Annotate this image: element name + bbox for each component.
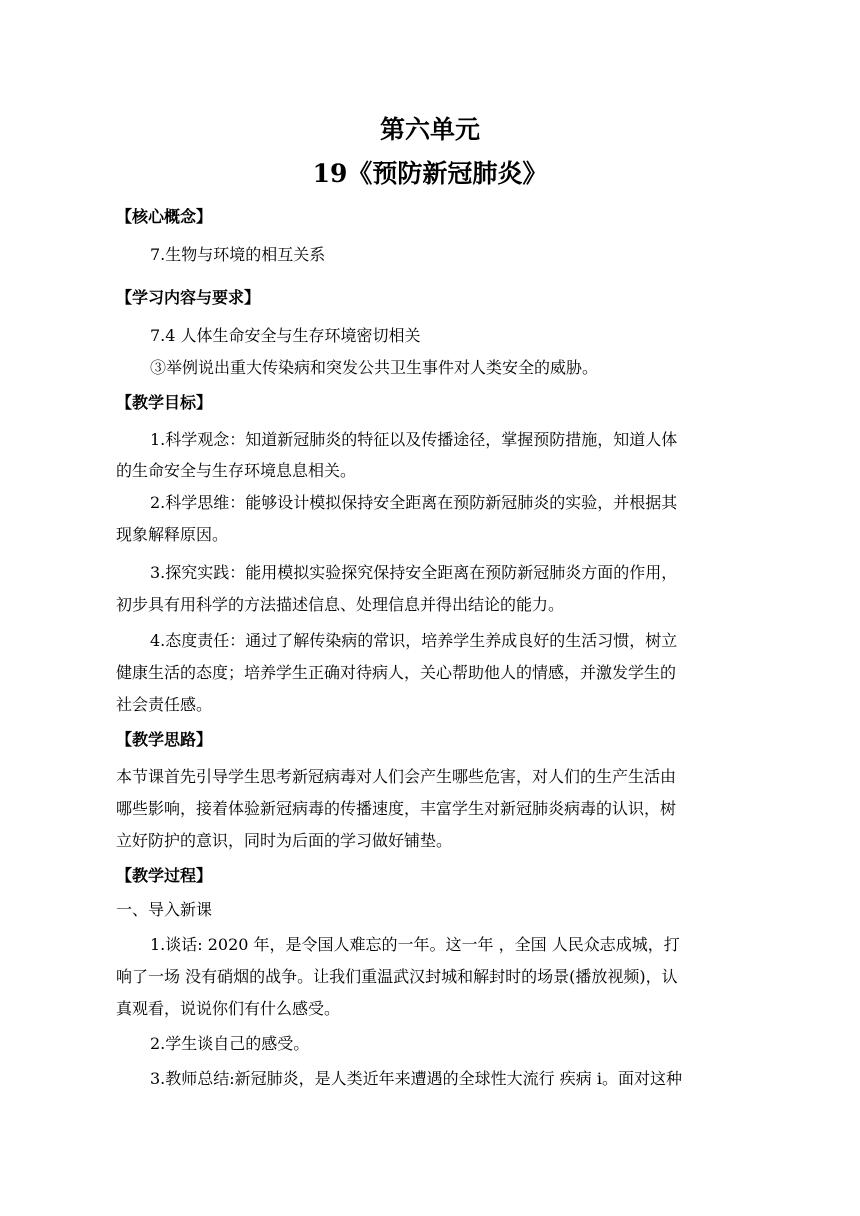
objectives-heading: 【教学目标】	[116, 393, 213, 412]
process-line: 真观看，说说你们有什么感受。	[116, 999, 341, 1018]
core-concept-item: 7.生物与环境的相互关系	[150, 245, 326, 264]
process-line: 3.教师总结:新冠肺炎，是人类近年来遭遇的全球性大流行 疾病 i。面对这种	[150, 1069, 682, 1088]
content-requirements-heading: 【学习内容与要求】	[116, 288, 261, 307]
approach-line: 立好防护的意识，同时为后面的学习做好铺垫。	[116, 831, 453, 850]
approach-line: 本节课首先引导学生思考新冠病毒对人们会产生哪些危害，对人们的生产生活由	[116, 767, 677, 786]
objective-line: 社会责任感。	[116, 695, 213, 714]
objective-line: 健康生活的态度；培养学生正确对待病人，关心帮助他人的情感，并激发学生的	[116, 663, 677, 682]
process-line: 2.学生谈自己的感受。	[150, 1034, 310, 1053]
objective-line: 3.探究实践：能用模拟实验探究保持安全距离在预防新冠肺炎方面的作用，	[150, 563, 678, 582]
process-section-title: 一、导入新课	[116, 900, 213, 919]
objective-line: 现象解释原因。	[116, 525, 229, 544]
content-requirement-line: 7.4 人体生命安全与生存环境密切相关	[150, 326, 421, 345]
objective-line: 初步具有用科学的方法描述信息、处理信息并得出结论的能力。	[116, 595, 565, 614]
core-concept-heading: 【核心概念】	[116, 207, 213, 226]
approach-line: 哪些影响，接着体验新冠病毒的传播速度，丰富学生对新冠肺炎病毒的认识，树	[116, 799, 677, 818]
objective-line: 1.科学观念：知道新冠肺炎的特征以及传播途径，掌握预防措施，知道人体	[150, 430, 678, 449]
approach-heading: 【教学思路】	[116, 730, 213, 749]
process-line: 响了一场 没有硝烟的战争。让我们重温武汉封城和解封时的场景(播放视频)，认	[116, 967, 678, 986]
lesson-title: 19《预防新冠肺炎》	[312, 159, 548, 188]
objective-line: 2.科学思维：能够设计模拟保持安全距离在预防新冠肺炎的实验，并根据其	[150, 493, 678, 512]
process-line: 1.谈话: 2020 年，是令国人难忘的一年。这一年 ，全国 人民众志成城，打	[150, 935, 680, 954]
unit-title: 第六单元	[379, 115, 480, 144]
content-requirement-line: ③举例说出重大传染病和突发公共卫生事件对人类安全的威胁。	[150, 358, 599, 377]
objective-line: 的生命安全与生存环境息息相关。	[116, 461, 357, 480]
objective-line: 4.态度责任：通过了解传染病的常识，培养学生养成良好的生活习惯，树立	[150, 631, 678, 650]
process-heading: 【教学过程】	[116, 866, 213, 885]
